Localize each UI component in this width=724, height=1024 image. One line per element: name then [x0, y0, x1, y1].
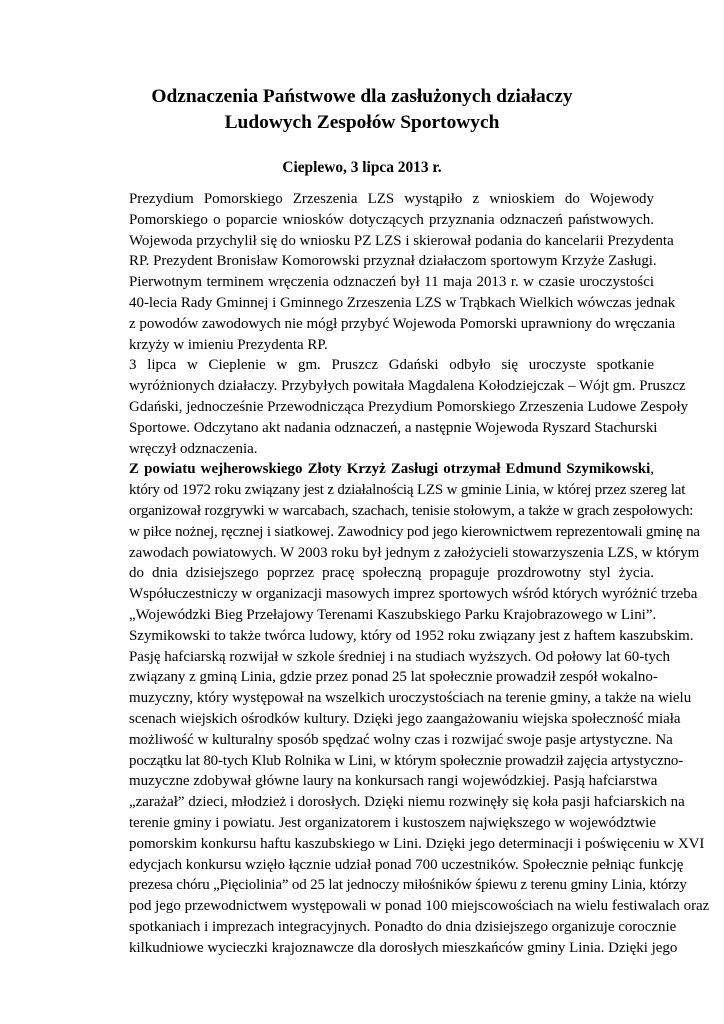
text-line: kilkudniowe wycieczki krajoznawcze dla dorosłych mieszkańców gminy Linia. Dzięki jego: [129, 939, 678, 956]
text-line: prezesa chóru „Pięciolinia” od 25 lat jednoczy miłośników śpiewu z terenu gminy Linia, którzy: [129, 877, 687, 894]
text-line: scenach wiejskich ośrodków kultury. Dzięki jego zaangażowaniu wiejska społeczność miała: [129, 710, 681, 727]
text-line: z powodów zawodowych nie mógł przybyć Wojewoda Pomorski uprawniony do wręczania: [129, 315, 676, 332]
text-line: pod jego przewodnictwem występowali w ponad 100 miejscowościach na wielu festiwalach oraz: [129, 898, 710, 915]
title-line: Odznaczenia Państwowe dla zasłużonych działaczy: [151, 86, 573, 107]
text-line: wyróżnionych działaczy. Przybyłych powitała Magdalena Kołodziejczak – Wójt gm. Pruszcz: [129, 378, 686, 395]
text-line: Sportowe. Odczytano akt nadania odznaczeń, a następnie Wojewoda Ryszard Stachurski: [129, 419, 658, 436]
text-line: Prezydium Pomorskiego Zrzeszenia LZS wystąpiło z wnioskiem do Wojewody: [129, 191, 654, 207]
text-line: edycjach konkursu wzięło łącznie udział ponad 700 uczestników. Społecznie pełniąc funkcję: [129, 856, 684, 873]
text-line: muzyczne zdobywał główne laury na konkursach rangi wojewódzkiej. Pasją hafciarstwa: [129, 773, 658, 790]
text-line: terenie gminy i powiatu. Jest organizatorem i kustoszem największego w województwie: [129, 814, 656, 831]
text-line: zawodach powiatowych. W 2003 roku był jednym z założycieli stowarzyszenia LZS, w którym: [129, 544, 700, 561]
text-line: Pasję hafciarską rozwijał w szkole średniej i na studiach wyższych. Od połowy lat 60-tych: [129, 648, 670, 665]
text-line: „zarażał” dzieci, młodzież i dorosłych. Dzięki niemu rozwinęły się koła pasji hafciarskich na: [129, 794, 685, 811]
text-line: krzyży w imieniu Prezydenta RP.: [129, 336, 328, 353]
text-line: RP. Prezydent Bronisław Komorowski przyznał działaczom sportowym Krzyże Zasługi.: [129, 253, 657, 270]
text-line: który od 1972 roku związany jest z działalnością LZS w gminie Linia, w której przez szereg lat: [129, 482, 686, 499]
text-line: w piłce nożnej, ręcznej i siatkowej. Zawodnicy pod jego kierownictwem reprezentowali gminę na: [129, 523, 700, 540]
text-line: początku lat 80-tych Klub Rolnika w Lini, w którym społecznie prowadził zajęcia artystyczno-: [129, 752, 684, 769]
text-line: możliwość w kulturalny sposób spędzać wolny czas i rozwijać swoje pasje artystyczne. Na: [129, 731, 673, 748]
document-date: Cieplewo, 3 lipca 2013 r.: [282, 159, 442, 176]
text-line: Gdański, jednocześnie Przewodnicząca Prezydium Pomorskiego Zrzeszenia Ludowe Zespoły: [129, 398, 689, 415]
document-body: [88, 189, 710, 958]
document-title: [0, 84, 724, 136]
text-line: związany z gminą Linia, gdzie przez ponad 25 lat społecznie prowadził zespół wokalno-: [129, 669, 658, 686]
text-line: spotkaniach i imprezach integracyjnych. Ponadto do dnia dzisiejszego organizuje corocznie: [129, 918, 677, 935]
paragraph: [88, 189, 676, 355]
text-line: pomorskim konkursu haftu kaszubskiego w Lini. Dzięki jego determinacji i poświęceniu w XVI: [129, 835, 705, 852]
text-line: Szymikowski to także twórca ludowy, który od 1952 roku związany jest z haftem kaszubskim.: [129, 627, 694, 644]
paragraph: [88, 355, 689, 459]
text-line: do dnia dzisiejszego poprzez pracę społeczną propaguje prozdrowotny styl życia.: [129, 565, 654, 582]
text-line: [88, 459, 654, 480]
paragraph: [88, 459, 710, 958]
text-line: Pierwotnym terminem wręczenia odznaczeń był 11 maja 2013 r. w czasie uroczystości: [129, 274, 654, 291]
text-line: muzyczny, który występował na wszelkich uroczystościach na terenie gminy, a także na wielu: [129, 690, 692, 707]
text-line: „Wojewódzki Bieg Przełajowy Terenami Kaszubskiego Parku Krajobrazowego w Lini”.: [129, 606, 657, 623]
bold-lead: Z powiatu wejherowskiego Złoty Krzyż Zasługi otrzymał Edmund Szymikowski: [129, 461, 651, 478]
text-line: organizował rozgrywki w warcabach, szachach, tenisie stołowym, a także w grach zespołowych:: [129, 502, 694, 519]
lead-punctuation: ,: [650, 461, 654, 478]
text-line: Współuczestniczy w organizacji masowych imprez sportowych wśród których wyróżnić trzeba: [129, 586, 698, 603]
text-line: Pomorskiego o poparcie wniosków dotyczących przyznania odznaczeń państwowych.: [129, 211, 654, 228]
text-line: wręczył odznaczenia.: [129, 440, 258, 457]
text-line: 3 lipca w Cieplenie w gm. Pruszcz Gdański odbyło się uroczyste spotkanie: [129, 357, 654, 374]
text-line: 40-lecia Rady Gminnej i Gminnego Zrzeszenia LZS w Trąbkach Wielkich wówczas jednak: [129, 294, 676, 311]
text-line: Wojewoda przychylił się do wniosku PZ LZS i skierował podania do kancelarii Prezydenta: [129, 232, 674, 249]
title-line: Ludowych Zespołów Sportowych: [224, 112, 500, 133]
